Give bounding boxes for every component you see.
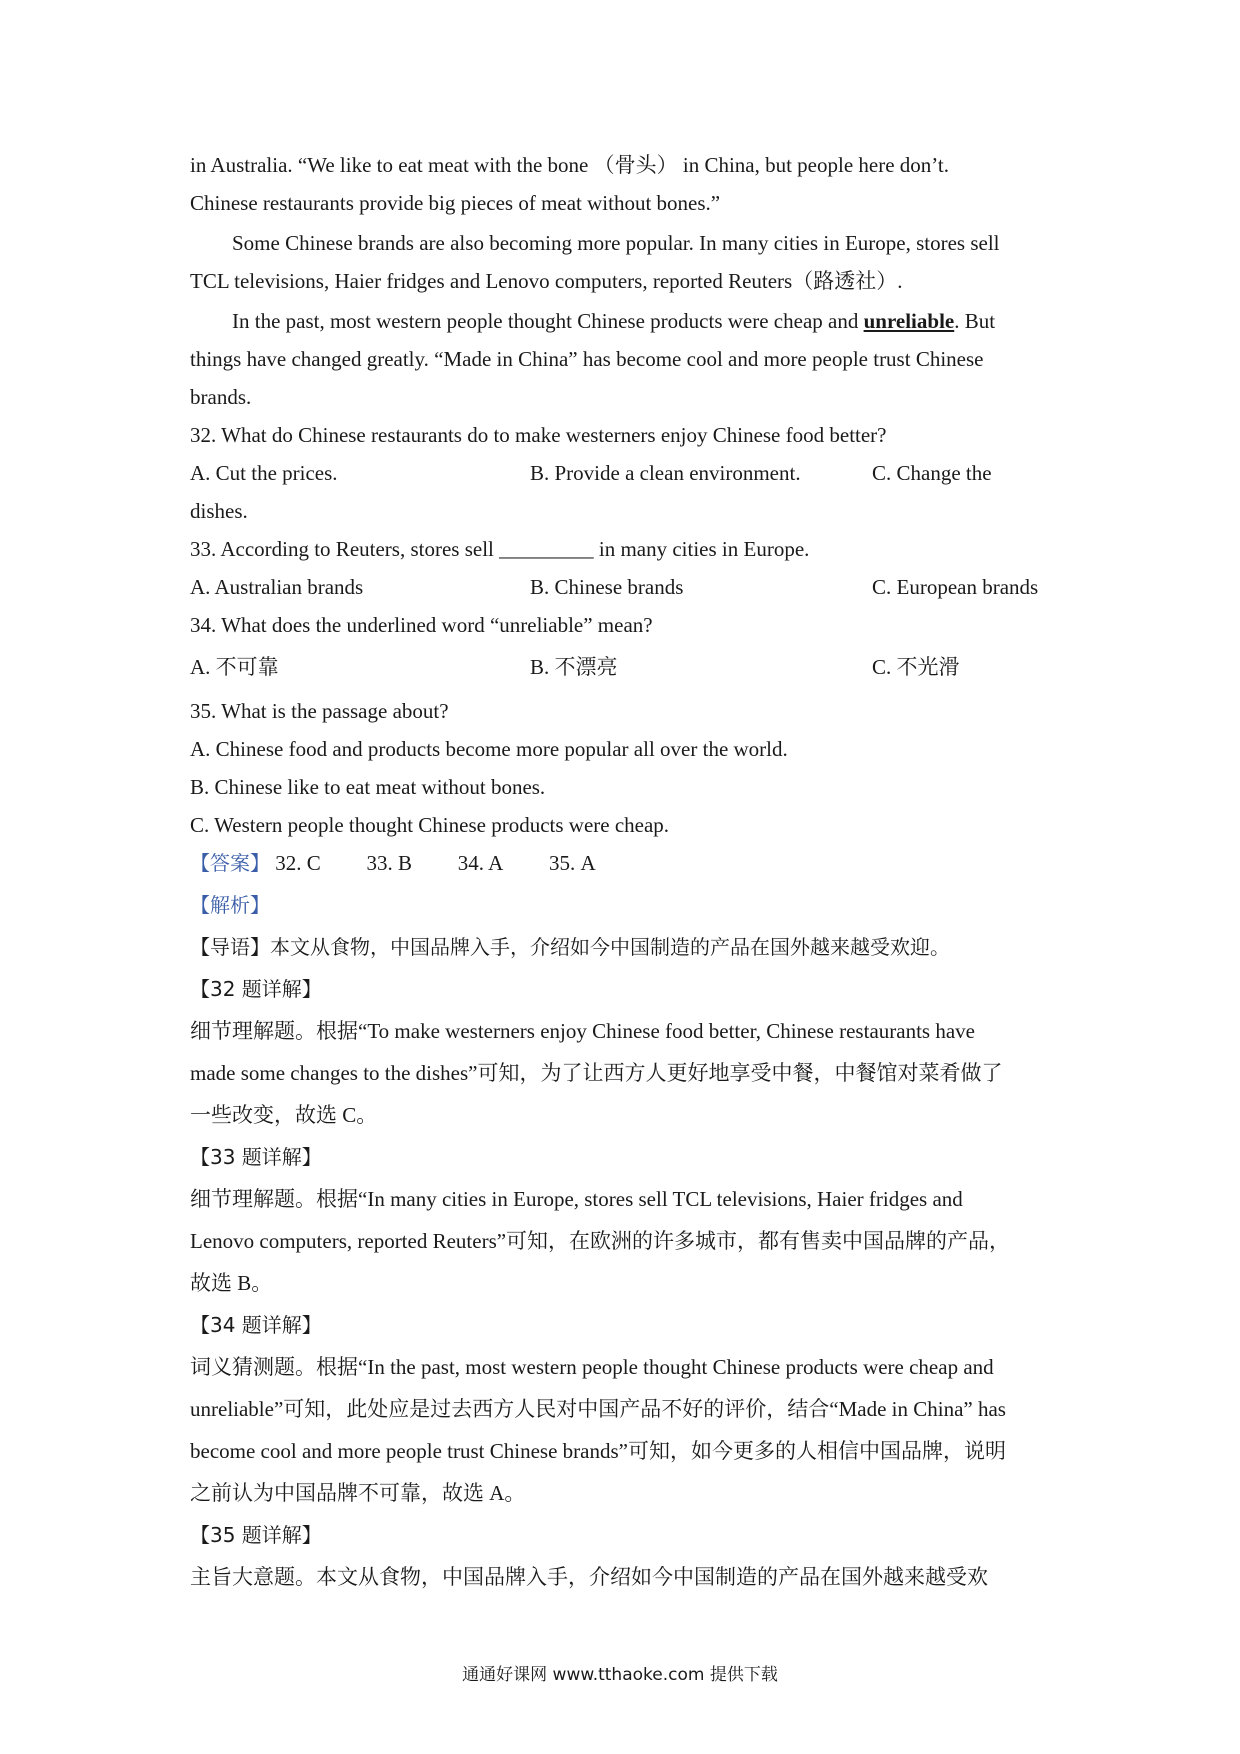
question-35: 35. What is the passage about?	[190, 699, 449, 723]
passage-line: TCL televisions, Haier fridges and Lenovo computers, reported Reuters（路透社）.	[190, 269, 903, 293]
detail-34-line: 之前认为中国品牌不可靠，故选 A。	[190, 1481, 526, 1505]
detail-34-line: unreliable”可知，此处应是过去西方人民对中国产品不好的评价，结合“Made in China” has	[190, 1397, 1006, 1421]
answer-line	[190, 848, 596, 878]
answer-label: 【答案】	[190, 851, 270, 875]
intro-label: 【导语】	[190, 935, 270, 959]
heading-32: 【32 题详解】	[190, 977, 322, 1001]
q34-option-c: C. 不光滑	[872, 655, 960, 679]
intro-line	[190, 932, 950, 962]
passage-line: Some Chinese brands are also becoming more popular. In many cities in Europe, stores sell	[232, 231, 1000, 255]
detail-33-line: 细节理解题。根据“In many cities in Europe, stores sell TCL televisions, Haier fridges and	[190, 1187, 963, 1211]
q33-option-c: C. European brands	[872, 575, 1039, 599]
q34-option-b: B. 不漂亮	[530, 655, 618, 679]
detail-35-line: 主旨大意题。本文从食物，中国品牌入手，介绍如今中国制造的产品在国外越来越受欢	[190, 1565, 988, 1589]
detail-32-line: 一些改变，故选 C。	[190, 1103, 378, 1127]
q32-option-c: C. Change the	[872, 461, 992, 485]
detail-34-line: become cool and more people trust Chinese brands”可知，如今更多的人相信中国品牌，说明	[190, 1439, 1006, 1463]
heading-35: 【35 题详解】	[190, 1523, 322, 1547]
underlined-word: unreliable	[863, 309, 955, 333]
page-footer: 通通好课网 www.tthaoke.com 提供下载	[462, 1665, 778, 1685]
detail-33-line: Lenovo computers, reported Reuters”可知，在欧洲的许多城市，都有售卖中国品牌的产品，	[190, 1229, 1011, 1253]
q32-option-a: A. Cut the prices.	[190, 461, 338, 485]
q35-option-b: B. Chinese like to eat meat without bones.	[190, 775, 546, 799]
passage-line: in Australia. “We like to eat meat with the bone （骨头） in China, but people here don’t.	[190, 153, 949, 177]
detail-32-line: made some changes to the dishes”可知，为了让西方人更好地享受中餐，中餐馆对菜肴做了	[190, 1061, 1003, 1085]
intro-text: 本文从食物，中国品牌入手，介绍如今中国制造的产品在国外越来越受欢迎。	[270, 935, 950, 959]
detail-33-line: 故选 B。	[190, 1271, 273, 1295]
question-32: 32. What do Chinese restaurants do to make westerners enjoy Chinese food better?	[190, 423, 887, 447]
question-34: 34. What does the underlined word “unreliable” mean?	[190, 613, 653, 637]
answer-35: 35. A	[549, 851, 596, 875]
answer-34: 34. A	[457, 851, 504, 875]
q33-option-a: A. Australian brands	[190, 575, 364, 599]
q32-option-c-cont: dishes.	[190, 499, 248, 523]
q35-option-c: C. Western people thought Chinese products were cheap.	[190, 813, 670, 837]
passage-line	[232, 306, 995, 336]
analysis-label: 【解析】	[190, 893, 270, 917]
question-33: 33. According to Reuters, stores sell _________ in many cities in Europe.	[190, 537, 810, 561]
answer-32: 32. C	[275, 851, 321, 875]
q32-option-b: B. Provide a clean environment.	[530, 461, 801, 485]
passage-line: Chinese restaurants provide big pieces of meat without bones.”	[190, 191, 721, 215]
passage-line: brands.	[190, 385, 252, 409]
detail-32-line: 细节理解题。根据“To make westerners enjoy Chinese food better, Chinese restaurants have	[190, 1019, 975, 1043]
detail-34-line: 词义猜测题。根据“In the past, most western people thought Chinese products were cheap and	[190, 1355, 994, 1379]
q33-option-b: B. Chinese brands	[530, 575, 684, 599]
heading-33: 【33 题详解】	[190, 1145, 322, 1169]
q35-option-a: A. Chinese food and products become more popular all over the world.	[190, 737, 788, 761]
passage-text: In the past, most western people thought Chinese products were cheap and	[232, 309, 864, 333]
heading-34: 【34 题详解】	[190, 1313, 322, 1337]
passage-line: things have changed greatly. “Made in China” has become cool and more people trust Chinese	[190, 347, 984, 371]
passage-text: . But	[954, 309, 996, 333]
q34-option-a: A. 不可靠	[190, 655, 279, 679]
answer-33: 33. B	[366, 851, 413, 875]
